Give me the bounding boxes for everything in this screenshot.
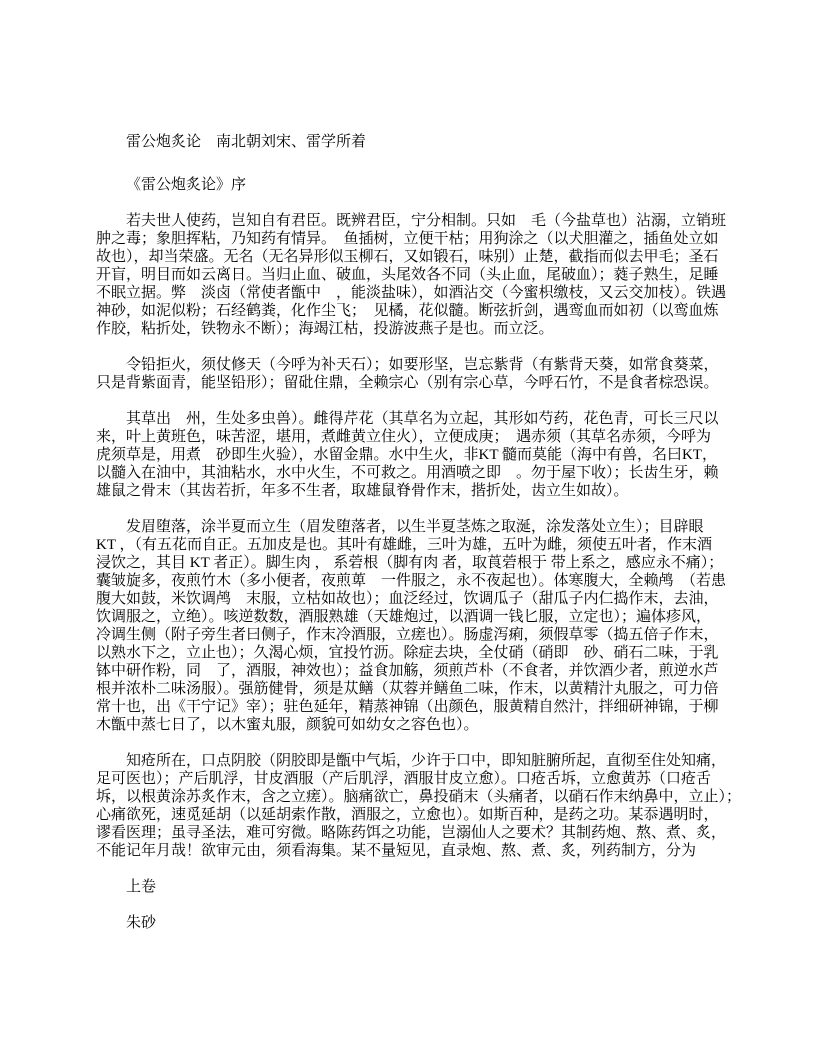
paragraph <box>96 356 756 392</box>
text-line: 令铅拒火，须仗修天（今呼为补天石）；如要形坚，岂忘紫背（有紫背天葵，如常食葵菜， <box>126 357 719 373</box>
text-line: 朱砂 <box>126 915 157 931</box>
paragraph <box>96 878 756 896</box>
text-line: 木甑中蒸七日了，以木蜜丸服，颜貌可如幼女之容色也）。 <box>96 717 479 733</box>
text-line: 来，叶上黄班色，味苦涩，堪用，煮雌黄立住火），立便成庚； 遇赤须（其草名赤须，今呼为 <box>96 429 712 445</box>
text-line: 以髓入在油中，其油粘水，水中火生，不可救之。用酒喷之即 。勿于屋下收）；长齿生牙，赖 <box>96 465 719 481</box>
text-line: 浸饮之，其目 KT 者正）。脚生肉 ， 系菪根（脚有肉 者，取莨菪根于 带上系之，感应永不痛）； <box>96 555 724 571</box>
document-page <box>96 133 756 950</box>
text-line: 若夫世人使药，岂知自有君臣。既辨君臣，宁分相制。只如 毛（今盐草也）沾溺，立销班 <box>126 213 727 229</box>
text-line: 雄鼠之骨末（其齿若折，年多不生者，取雄鼠脊骨作末，揩折处，齿立生如故）。 <box>96 483 629 499</box>
text-line: 常十也，出《干宁记》宰）；驻色延年，精蒸神锦（出颜色，服黄精自然汁，拌细研神锦，于柳 <box>96 699 719 715</box>
text-line: 足可医也）；产后肌浮，甘皮酒服（产后肌浮，酒服甘皮立愈）。口疮舌坼，立愈黄苏（口疮舌 <box>96 771 712 787</box>
text-line: 坼，以根黄涂苏炙作末，含之立瘥）。脑痛欲亡，鼻投硝末（头痛者，以硝石作末纳鼻中，立止）； <box>96 789 742 805</box>
text-line: 故也），却当荣盛。无名（无名异形似玉柳石，又如锻石，味别）止楚，截指而似去甲毛；圣石 <box>96 249 719 265</box>
text-line: 不眠立据。弊 淡卤（常使者甑中 ，能淡盐味），如酒沾交（今蜜枳缴枝，又云交加枝）。铁遇 <box>96 285 727 301</box>
paragraph <box>96 914 756 932</box>
document-body <box>96 212 756 932</box>
text-line: 开盲，明目而如云离日。当归止血、破血，头尾效各不同（头止血，尾破血）；蕤子熟生，足睡 <box>96 267 719 283</box>
text-line: KT ，（有五花而自正。五加皮是也。其叶有雄雌，三叶为雄，五叶为雌，须使五叶者，作末酒 <box>96 537 712 553</box>
text-line: 虎须草是，用煮 砂即生火验），水留金鼎。水中生火，非KT 髓而莫能（海中有兽，名曰KT， <box>96 447 717 463</box>
section-heading: 《雷公炮炙论》序 <box>126 177 247 193</box>
text-line: 神砂，如泥似粉；石经鹤粪，化作尘飞； 见橘，花似髓。断弦折剑，遇鸾血而如初（以鸾血炼 <box>96 303 719 319</box>
text-line: 知疮所在，口点阴胶（阴胶即是甑中气垢，少许于口中，即知脏腑所起，直彻至住处知痛， <box>126 753 727 769</box>
paragraph <box>96 752 756 860</box>
text-line: 以熟水下之，立止也）；久渴心烦，宜投竹沥。除症去块，全仗硝（硝即 砂、硝石二味，于乳 <box>96 645 719 661</box>
paragraph <box>96 518 756 734</box>
text-line: 囊皱旋多，夜煎竹木（多小便者，夜煎萆 一件服之，永不夜起也）。体寒腹大，全赖鸬 （若患 <box>96 573 727 589</box>
text-line: 只是背紫面青，能坚铅形）；留砒住鼎，全赖宗心（别有宗心草，今呼石竹，不是食者棕恐误。 <box>96 375 719 391</box>
paragraph <box>96 410 756 500</box>
text-line: 上卷 <box>126 879 157 895</box>
text-line: 钵中研作粉，同 了，酒服，神效也）；益食加觞，须煎芦朴（不食者，并饮酒少者，煎逆水芦 <box>96 663 719 679</box>
document-title: 雷公炮炙论 南北朝刘宋、雷学所着 <box>126 134 367 150</box>
text-line: 发眉堕落，涂半夏而立生（眉发堕落者，以生半夏茎炼之取涎，涂发落处立生）；目辟眼 <box>126 519 704 535</box>
paragraph <box>96 212 756 338</box>
text-line: 不能记年月哉！欲审元由，须看海集。某不量短见，直录炮、熬、煮、炙，列药制方，分为 <box>96 843 697 859</box>
text-line: 饮调服之，立绝）。咳逆数数，酒服熟雄（天雄炮过，以酒调一钱匕服，立定也）；遍体疹风， <box>96 609 712 625</box>
text-line: 肿之毒；象胆挥粘，乃知药有情异。 鱼插树，立便干枯；用狗涂之（以犬胆灌之，插鱼处立如 <box>96 231 719 247</box>
text-line: 腹大如鼓，米饮调鸬 末服，立枯如故也）；血泛经过，饮调瓜子（甜瓜子内仁捣作末，去油， <box>96 591 719 607</box>
text-line: 心痛欲死，速觅延胡（以延胡索作散，酒服之，立愈也）。如斯百种，是药之功。某忝遇明时， <box>96 807 719 823</box>
text-line: 其草出 州，生处多虫兽）。雌得芹花（其草名为立起，其形如芍药，花色青，可长三尺以 <box>126 411 719 427</box>
text-line: 冷调生侧（附子旁生者曰侧子，作末冷酒服，立瘥也）。肠虚泻痢，须假草零（捣五倍子作末， <box>96 627 719 643</box>
text-line: 作胶，粘折处，铁物永不断）；海竭江枯，投游波燕子是也。而立泛。 <box>96 321 554 337</box>
text-line: 根并浓朴二味汤服）。强筋健骨，须是苁鳝（苁蓉并鳝鱼二味，作末，以黄精汁丸服之，可力倍 <box>96 681 719 697</box>
text-line: 谬看医理；虽寻圣法，难可穷微。略陈药饵之功能，岂溺仙人之要术？其制药炮、熬、煮、炙， <box>96 825 727 841</box>
